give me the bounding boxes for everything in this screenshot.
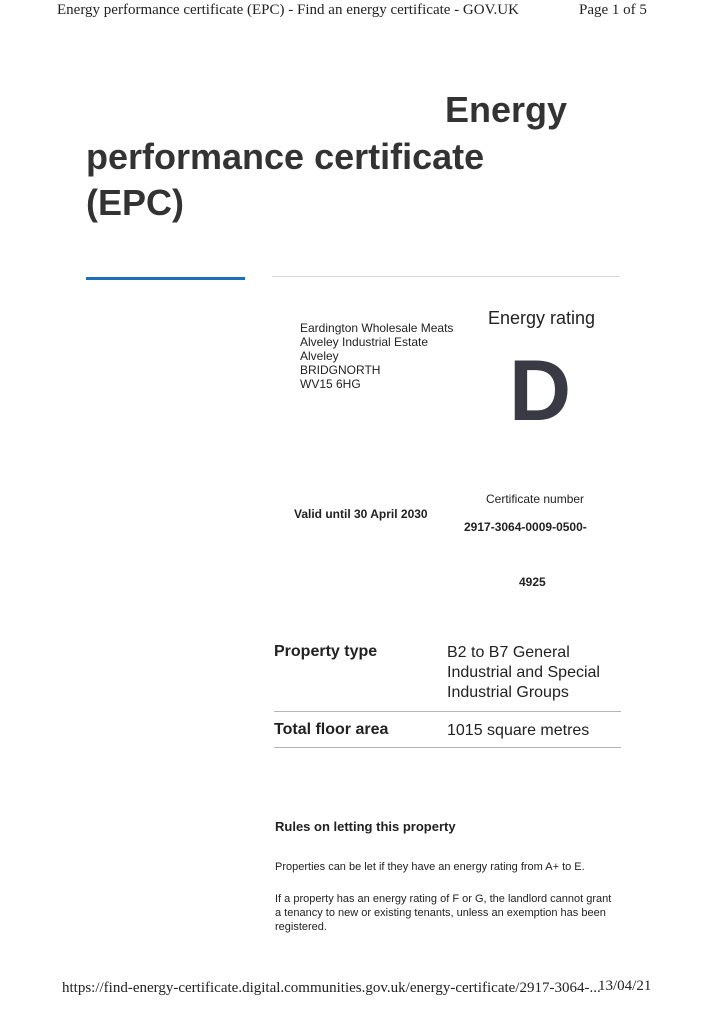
energy-rating-value: D <box>509 343 572 439</box>
letting-rules-paragraph: Properties can be let if they have an energy rating from A+ to E. <box>275 861 585 873</box>
address-line: Alveley <box>300 349 339 363</box>
floor-area-value: 1015 square metres <box>447 722 590 739</box>
address-line: Eardington Wholesale Meats <box>300 321 454 335</box>
summary-row-floor-area <box>274 712 621 748</box>
page-title-line-3: (EPC) <box>86 182 184 223</box>
print-header-page-number: Page 1 of 5 <box>579 2 647 18</box>
certificate-number-label: Certificate number <box>486 492 585 506</box>
letting-rules-heading: Rules on letting this property <box>275 819 456 834</box>
certificate-number-part-2: 4925 <box>519 575 546 589</box>
print-footer-url: https://find-energy-certificate.digital.communities.gov.uk/energy-certificate/2917-3064-... <box>62 980 601 996</box>
property-type-value: B2 to B7 General Industrial and Special Industrial Groups <box>447 644 600 701</box>
print-footer-date: 13/04/21 <box>598 978 652 994</box>
address-line: WV15 6HG <box>300 377 361 391</box>
title-accent-divider <box>86 277 245 280</box>
property-summary-table <box>274 640 621 748</box>
print-header-title: Energy performance certificate (EPC) - Find an energy certificate - GOV.UK <box>57 2 519 18</box>
property-address <box>300 321 453 391</box>
floor-area-label: Total floor area <box>274 721 389 738</box>
section-divider <box>272 276 620 277</box>
certificate-number-part-1: 2917-3064-0009-0500- <box>464 520 587 534</box>
property-type-label: Property type <box>274 643 378 660</box>
summary-row-property-type <box>274 640 621 712</box>
address-line: BRIDGNORTH <box>300 363 381 377</box>
page-title-line-1: Energy <box>445 89 568 130</box>
valid-until-date: Valid until 30 April 2030 <box>294 507 428 521</box>
letting-rules-paragraph: If a property has an energy rating of F or G, the landlord cannot grant a tenancy to new or existing tenants, unless an exemption has been registered. <box>275 893 612 933</box>
address-line: Alveley Industrial Estate <box>300 335 429 349</box>
page-title-line-2: performance certificate <box>86 136 485 177</box>
energy-rating-label: Energy rating <box>488 308 596 328</box>
